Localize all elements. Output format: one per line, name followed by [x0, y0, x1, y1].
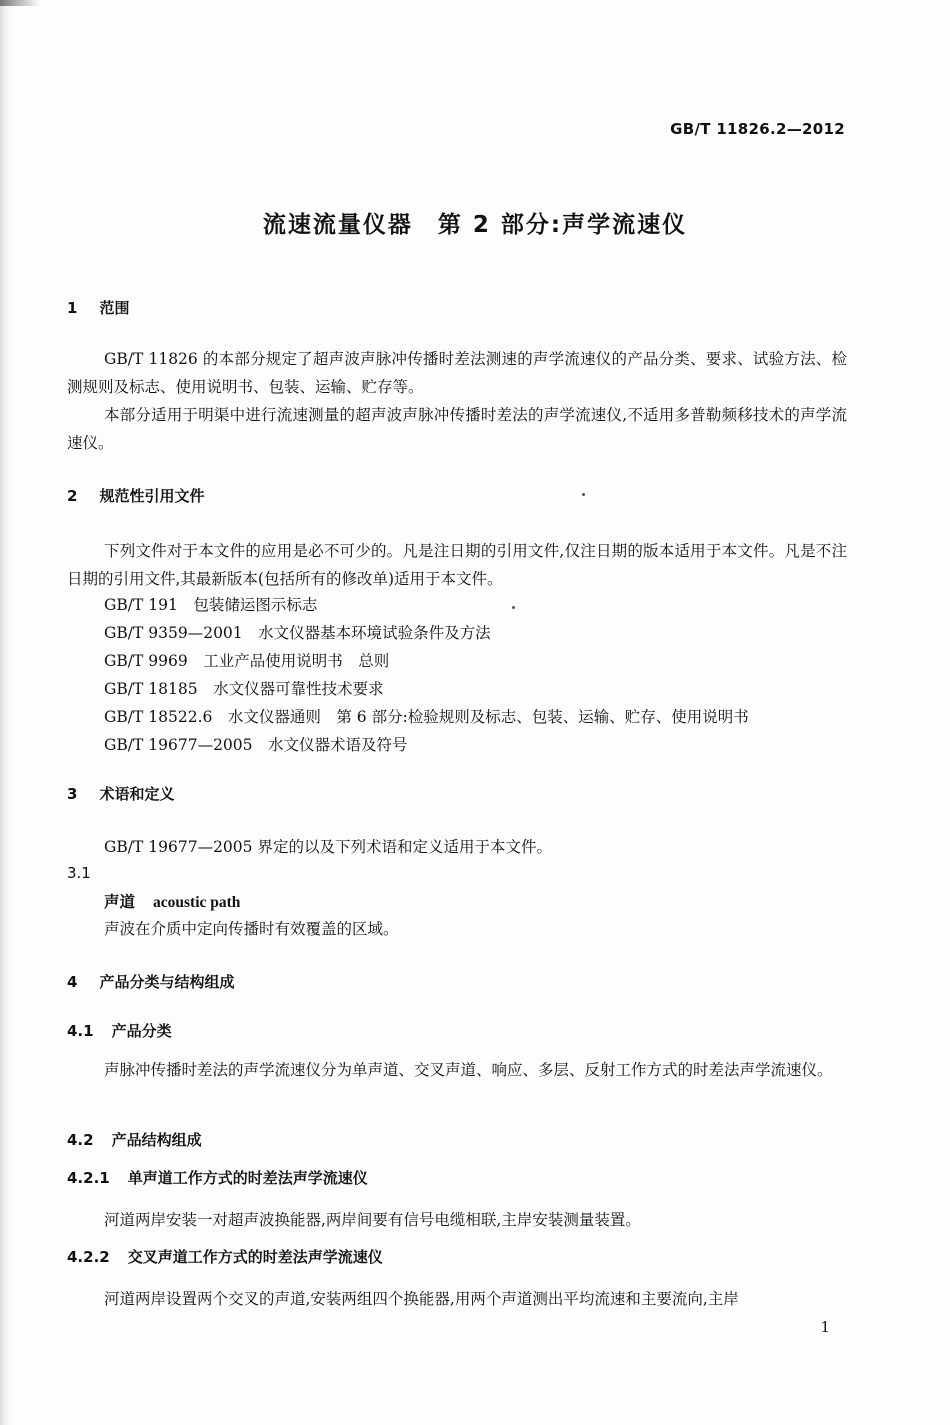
section-title: 产品分类与结构组成	[99, 973, 235, 991]
subsection-title: 产品分类	[111, 1022, 172, 1040]
section-2-intro: 下列文件对于本文件的应用是必不可少的。凡是注日期的引用文件,仅注日期的版本适用于本文件。凡是不注日期的引用文件,其最新版本(包括所有的修改单)适用于本文件。	[67, 542, 847, 588]
section-number: 1	[67, 299, 78, 317]
subsection-title: 产品结构组成	[111, 1131, 202, 1149]
term-definition: 声波在介质中定向传播时有效覆盖的区域。	[104, 920, 399, 938]
scan-corner-mark	[0, 0, 40, 6]
subsection-4-2-2-heading	[67, 1246, 383, 1267]
subsection-title: 交叉声道工作方式的时差法声学流速仪	[127, 1248, 383, 1266]
subsection-number: 4.2	[67, 1131, 94, 1149]
subsection-4-2-2-text: 河道两岸设置两个交叉的声道,安装两组四个换能器,用两个声道测出平均流速和主要流向,主岸	[104, 1290, 739, 1308]
section-number: 2	[67, 487, 78, 505]
term-chinese: 声道	[104, 892, 136, 911]
subsection-4-2-1-heading	[67, 1167, 368, 1188]
term-number: 3.1	[67, 864, 91, 882]
section-4-heading	[67, 971, 234, 992]
reference-item: GB/T 191 包装储运图示标志	[104, 596, 318, 614]
document-title: 流速流量仪器 第 2 部分:声学流速仪	[262, 212, 688, 238]
section-2-heading	[67, 485, 204, 506]
scan-speck	[582, 493, 585, 496]
subsection-4-2-1-text: 河道两岸安装一对超声波换能器,两岸间要有信号电缆相联,主岸安装测量装置。	[104, 1211, 641, 1229]
subsection-title: 单声道工作方式的时差法声学流速仪	[127, 1169, 368, 1187]
subsection-number: 4.2.2	[67, 1248, 110, 1266]
term-entry	[104, 890, 240, 912]
standard-number: GB/T 11826.2—2012	[670, 120, 845, 138]
subsection-number: 4.2.1	[67, 1169, 110, 1187]
section-title: 规范性引用文件	[99, 487, 205, 505]
subsection-4-1-heading	[67, 1020, 172, 1041]
page-number: 1	[820, 1318, 830, 1336]
reference-item: GB/T 18522.6 水文仪器通则 第 6 部分:检验规则及标志、包装、运输、贮存、使用说明书	[104, 708, 749, 726]
subsection-4-2-heading	[67, 1129, 202, 1150]
section-number: 3	[67, 785, 78, 803]
section-3-intro: GB/T 19677—2005 界定的以及下列术语和定义适用于本文件。	[104, 838, 552, 856]
reference-item: GB/T 18185 水文仪器可靠性技术要求	[104, 680, 384, 698]
reference-item: GB/T 19677—2005 水文仪器术语及符号	[104, 736, 408, 754]
section-3-heading	[67, 783, 174, 804]
section-1-paragraph-2: 本部分适用于明渠中进行流速测量的超声波声脉冲传播时差法的声学流速仪,不适用多普勒频移技术的声学流速仪。	[67, 406, 847, 452]
section-1-paragraph-1: GB/T 11826 的本部分规定了超声波声脉冲传播时差法测速的声学流速仪的产品分类、要求、试验方法、检测规则及标志、使用说明书、包装、运输、贮存等。	[67, 350, 847, 396]
section-title: 术语和定义	[99, 785, 175, 803]
section-1-heading	[67, 297, 129, 318]
subsection-number: 4.1	[67, 1022, 94, 1040]
scan-speck	[512, 606, 515, 609]
subsection-4-1-text: 声脉冲传播时差法的声学流速仪分为单声道、交叉声道、响应、多层、反射工作方式的时差法声学流速仪。	[104, 1061, 833, 1079]
section-title: 范围	[99, 299, 130, 317]
reference-item: GB/T 9359—2001 水文仪器基本环境试验条件及方法	[104, 624, 491, 642]
reference-item: GB/T 9969 工业产品使用说明书 总则	[104, 652, 390, 670]
section-number: 4	[67, 973, 78, 991]
term-english: acoustic path	[153, 894, 241, 911]
